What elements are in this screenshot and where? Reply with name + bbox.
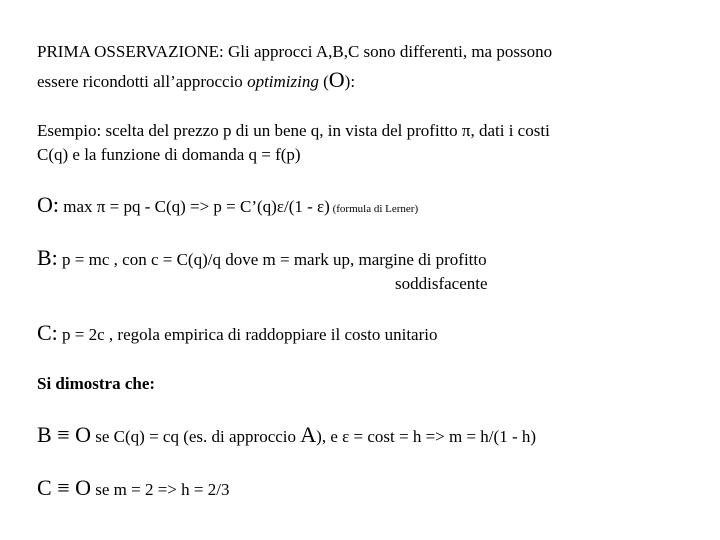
observation-line-1: [37, 42, 552, 62]
lerner-note: (formula di Lerner): [329, 203, 419, 215]
B-row: [37, 245, 487, 270]
paren-open: (: [318, 72, 329, 91]
result2-text: se m = 2 => h = 2/3: [91, 480, 230, 499]
proof-heading-text: Si dimostra che:: [37, 374, 156, 393]
result1-A: A: [300, 422, 317, 447]
B-formula: p = mc , con c = C(q)/q dove m = mark up, margine di profitto: [57, 250, 487, 269]
equiv-symbol: ≡: [51, 475, 76, 500]
B-label: B:: [37, 245, 58, 270]
result1-B: B: [37, 422, 52, 447]
C-label: C:: [37, 320, 58, 345]
O-formula: max π = pq - C(q) => p = C’(q)ε/(1 - ε): [59, 197, 330, 216]
paren-close: ):: [344, 72, 356, 91]
O-row: [37, 192, 419, 219]
example-text-2: C(q) e la funzione di domanda q = f(p): [37, 145, 301, 164]
result-1: [37, 422, 537, 447]
observation-line-2: [37, 67, 356, 92]
result1-O: O: [75, 422, 91, 447]
approach-O-symbol: O: [328, 67, 345, 92]
result1-text-2: ), e ε = cost = h => m = h/(1 - h): [316, 427, 537, 446]
B-row-line-2: [395, 274, 488, 294]
example-text-1: Esempio: scelta del prezzo p di un bene q, in vista del profitto π, dati i costi: [37, 121, 550, 140]
example-line-1: [37, 121, 550, 141]
C-formula: p = 2c , regola empirica di raddoppiare il costo unitario: [57, 325, 438, 344]
result-2: [37, 475, 230, 500]
C-row: [37, 320, 438, 345]
B-formula-continuation: soddisfacente: [395, 274, 488, 293]
equiv-symbol: ≡: [51, 422, 76, 447]
O-label: O:: [37, 192, 59, 217]
proof-heading: [37, 374, 155, 394]
result1-text-1: se C(q) = cq (es. di approccio: [91, 427, 301, 446]
result2-O: O: [75, 475, 91, 500]
example-line-2: [37, 145, 301, 165]
observation-text-1: PRIMA OSSERVAZIONE: Gli approcci A,B,C sono differenti, ma possono: [37, 42, 553, 61]
optimizing-term: optimizing: [247, 72, 319, 91]
observation-text-2: essere ricondotti all’approccio: [37, 72, 248, 91]
result2-C: C: [37, 475, 52, 500]
